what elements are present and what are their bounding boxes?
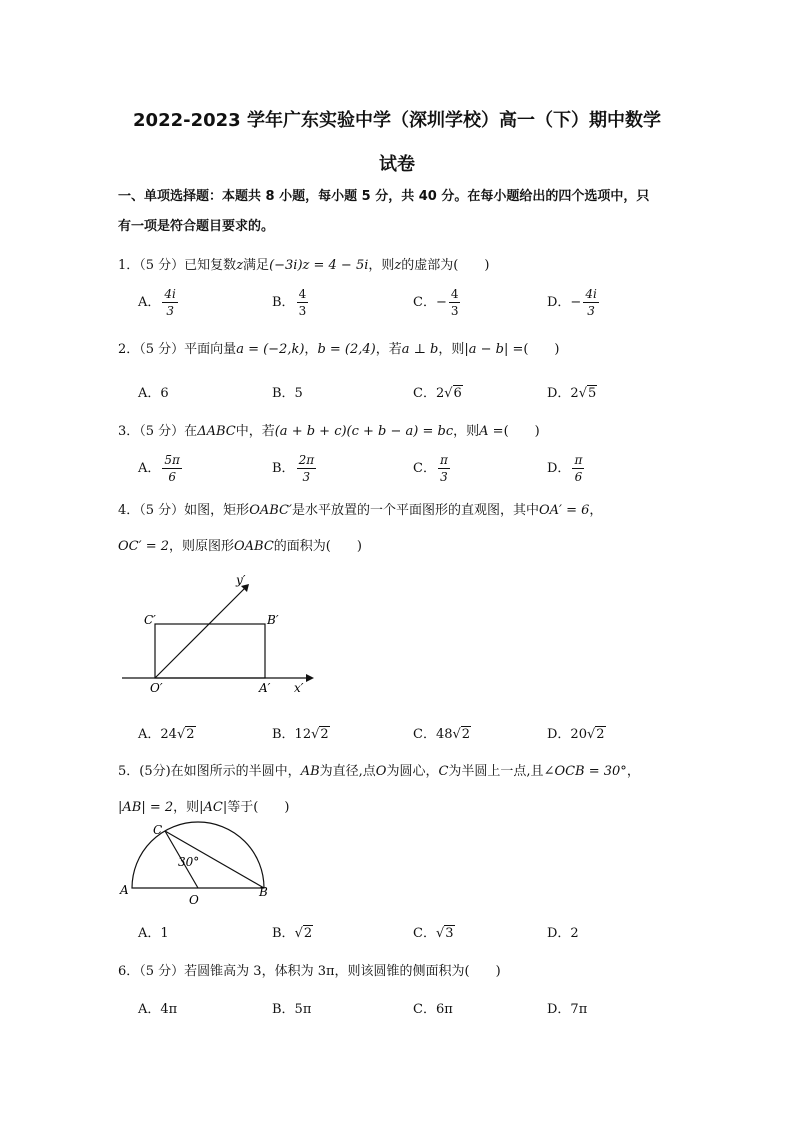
- q3-ask: A =: [479, 424, 504, 439]
- q1-post: 的虚部为( ): [401, 258, 490, 273]
- q1-option-b-den: 3: [298, 304, 307, 318]
- q4-option-c-root: 2: [461, 727, 471, 742]
- q4-label-x: x′: [294, 681, 304, 695]
- q3-option-b-den: 3: [302, 470, 311, 484]
- question-4-line1: [118, 499, 602, 518]
- q5-line1-mid: 为直径,点: [319, 764, 376, 779]
- q4-option-b-root: 2: [320, 727, 329, 742]
- q5-option-c-root: 3: [445, 926, 454, 941]
- q5-option-d[interactable]: D．2: [547, 926, 579, 941]
- q4-x-arrow-icon: [306, 674, 314, 682]
- q3-option-c[interactable]: [413, 454, 452, 483]
- q4-option-b[interactable]: B．12√2: [272, 727, 329, 742]
- question-5-line2: [118, 796, 289, 815]
- q3-option-b-label: B．: [272, 461, 295, 476]
- q5-angle: ∠OCB = 30°: [543, 764, 627, 779]
- q1-option-d[interactable]: [547, 288, 601, 317]
- q5-option-c[interactable]: C．√3: [413, 926, 454, 941]
- q4-option-d-root: 2: [596, 727, 605, 742]
- q1-mid2: ，则: [368, 258, 395, 273]
- q4-label-c: C′: [144, 613, 156, 627]
- q5-option-a[interactable]: A．1: [138, 926, 169, 941]
- q5-label-a: A: [120, 883, 129, 897]
- q5-label-o: O: [189, 893, 199, 907]
- q1-option-d-num: 4i: [585, 287, 597, 301]
- q2-a-vec: a = (−2,k): [236, 342, 305, 357]
- q3-option-a[interactable]: [138, 454, 184, 483]
- q4-option-d[interactable]: D．20√2: [547, 727, 605, 742]
- q2-post: ( ): [523, 342, 560, 357]
- q4-line1-pre: 4．（5 分）如图，矩形: [118, 503, 250, 518]
- q4-orig: OABC: [234, 539, 274, 554]
- q5-option-b-label: B．: [272, 926, 295, 941]
- q2-mid2: ，则: [438, 342, 465, 357]
- q3-option-d-label: D．: [547, 461, 571, 476]
- q1-option-a[interactable]: [138, 288, 180, 317]
- q4-oc: OC′ = 2: [118, 539, 169, 554]
- q3-tri: ΔABC: [197, 424, 236, 439]
- q5-label-angle: 30°: [178, 855, 200, 869]
- q1-option-c[interactable]: [413, 288, 462, 317]
- q1-option-d-den: 3: [587, 304, 595, 318]
- q5-option-b[interactable]: B．√2: [272, 926, 313, 941]
- q2-option-c-root: 6: [453, 386, 462, 401]
- q6-option-a[interactable]: A．4π: [138, 1002, 178, 1017]
- q3-option-d-num: π: [574, 453, 583, 467]
- q5-label-b: B: [259, 885, 268, 899]
- q4-line1-post: ，: [589, 503, 603, 518]
- q5-line1-mid2: 为圆心，: [386, 764, 439, 779]
- q1-z2: z: [394, 258, 402, 273]
- q4-label-a: A′: [259, 681, 271, 695]
- q2-option-c-label: C．2: [413, 386, 445, 401]
- q3-option-c-num: π: [439, 453, 448, 467]
- q3-option-b[interactable]: [272, 454, 318, 483]
- q5-line1-mid3: 为半圆上一点,且: [448, 764, 544, 779]
- q1-z: z: [236, 258, 244, 273]
- q1-option-b[interactable]: [272, 288, 310, 317]
- q1-option-c-num: 4: [450, 287, 459, 301]
- q1-eq: (−3i)z = 4 − 5i: [269, 258, 369, 273]
- q4-option-c-label: C．48: [413, 727, 453, 742]
- q2-option-b[interactable]: B．5: [272, 386, 303, 401]
- q3-option-a-den: 6: [168, 470, 176, 484]
- q1-option-a-label: A．: [138, 295, 161, 310]
- q3-mid2: ，则: [453, 424, 480, 439]
- q4-line2-post: 的面积为( ): [273, 539, 362, 554]
- question-1: [118, 254, 489, 273]
- q1-option-b-label: B．: [272, 295, 295, 310]
- section-header-line1: 一、单项选择题：本题共 8 小题，每小题 5 分，共 40 分。在每小题给出的四个选项中，只: [118, 189, 650, 204]
- q4-label-y: y′: [236, 573, 246, 587]
- q5-c: C: [438, 764, 449, 779]
- q3-eq: (a + b + c)(c + b − a) = bc: [274, 424, 454, 439]
- q6-option-d[interactable]: D．7π: [547, 1002, 588, 1017]
- q2-option-a[interactable]: A．6: [138, 386, 169, 401]
- q4-option-b-label: B．12: [272, 727, 312, 742]
- q6-option-c[interactable]: C．6π: [413, 1002, 453, 1017]
- section-header-line2: 有一项是符合题目要求的。: [118, 219, 275, 234]
- q2-option-d[interactable]: D．2√5: [547, 386, 597, 401]
- q4-option-a-root: 2: [186, 727, 195, 742]
- question-2: [118, 338, 560, 357]
- question-6: 6．（5 分）若圆锥高为 3，体积为 3π，则该圆锥的侧面积为( ): [118, 964, 501, 979]
- q5-line2-mid: ，则: [173, 800, 200, 815]
- q3-option-b-num: 2π: [298, 453, 315, 467]
- q4-label-o: O′: [150, 681, 163, 695]
- q2-pre: 2．（5 分）平面向量: [118, 342, 237, 357]
- q5-line1-post: ，: [626, 764, 640, 779]
- q2-sep: ，: [304, 342, 318, 357]
- q4-option-d-label: D．20: [547, 727, 587, 742]
- section-header: [118, 182, 698, 242]
- q5-line2-post: 等于( ): [227, 800, 290, 815]
- q1-option-a-num: 4i: [164, 287, 176, 301]
- q5-option-c-label: C．: [413, 926, 436, 941]
- q2-option-d-root: 5: [588, 386, 597, 401]
- q5-option-b-root: 2: [303, 926, 313, 941]
- question-3: [118, 420, 540, 439]
- q3-post: ( ): [503, 424, 540, 439]
- q3-option-a-num: 5π: [164, 453, 180, 467]
- q4-label-b: B′: [267, 613, 279, 627]
- q2-expr: |a − b| =: [464, 342, 524, 357]
- exam-title-line1: 2022-2023 学年广东实验中学（深圳学校）高一（下）期中数学: [133, 110, 661, 131]
- q2-option-d-label: D．2: [547, 386, 579, 401]
- q5-ab: AB: [300, 764, 320, 779]
- q2-perp: a ⊥ b: [401, 342, 439, 357]
- q4-rectangle: [155, 624, 265, 678]
- q5-figure: [118, 820, 278, 910]
- q5-line1-pre: 5．(5分)在如图所示的半圆中，: [118, 764, 301, 779]
- q3-option-c-den: 3: [440, 470, 448, 484]
- q1-option-c-den: 3: [450, 304, 459, 318]
- q2-b-vec: b = (2,4): [317, 342, 376, 357]
- q1-option-b-num: 4: [298, 287, 307, 301]
- q1-pre: 1．（5 分）已知复数: [118, 258, 237, 273]
- q5-ab-len: |AB| = 2: [118, 800, 174, 815]
- q4-oa: OA′ = 6: [538, 503, 590, 518]
- q3-option-c-label: C．: [413, 461, 436, 476]
- q3-mid: 中，若: [235, 424, 275, 439]
- question-4-line2: [118, 535, 362, 554]
- question-5-line1: [118, 760, 640, 779]
- q4-line1-mid: 是水平放置的一个平面图形的直观图，其中: [291, 503, 539, 518]
- q2-mid: ，若: [375, 342, 402, 357]
- q3-option-d-den: 6: [574, 470, 583, 484]
- q2-option-c[interactable]: C．2√6: [413, 386, 462, 401]
- q1-mid: 满足: [243, 258, 270, 273]
- q4-figure: [118, 568, 318, 698]
- q3-option-a-label: A．: [138, 461, 161, 476]
- q5-label-c: C: [153, 823, 163, 837]
- q4-line2-mid: ，则原图形: [168, 539, 234, 554]
- exam-title-line2: 试卷: [379, 154, 415, 175]
- q4-option-a-label: A．24: [138, 727, 177, 742]
- q4-y-axis: [155, 588, 245, 678]
- q3-option-d[interactable]: [547, 454, 586, 483]
- q6-option-b[interactable]: B．5π: [272, 1002, 312, 1017]
- q4-rect: OABC′: [249, 503, 292, 518]
- q5-o: O: [375, 764, 387, 779]
- q1-option-a-den: 3: [166, 304, 174, 318]
- q1-option-d-label: D．−: [547, 295, 582, 310]
- q5-ac: |AC|: [199, 800, 228, 815]
- q4-option-a[interactable]: A．24√2: [138, 727, 195, 742]
- q3-pre: 3．（5 分）在: [118, 424, 198, 439]
- q4-option-c[interactable]: C．48√2: [413, 727, 471, 742]
- q1-option-c-label: C．−: [413, 295, 447, 310]
